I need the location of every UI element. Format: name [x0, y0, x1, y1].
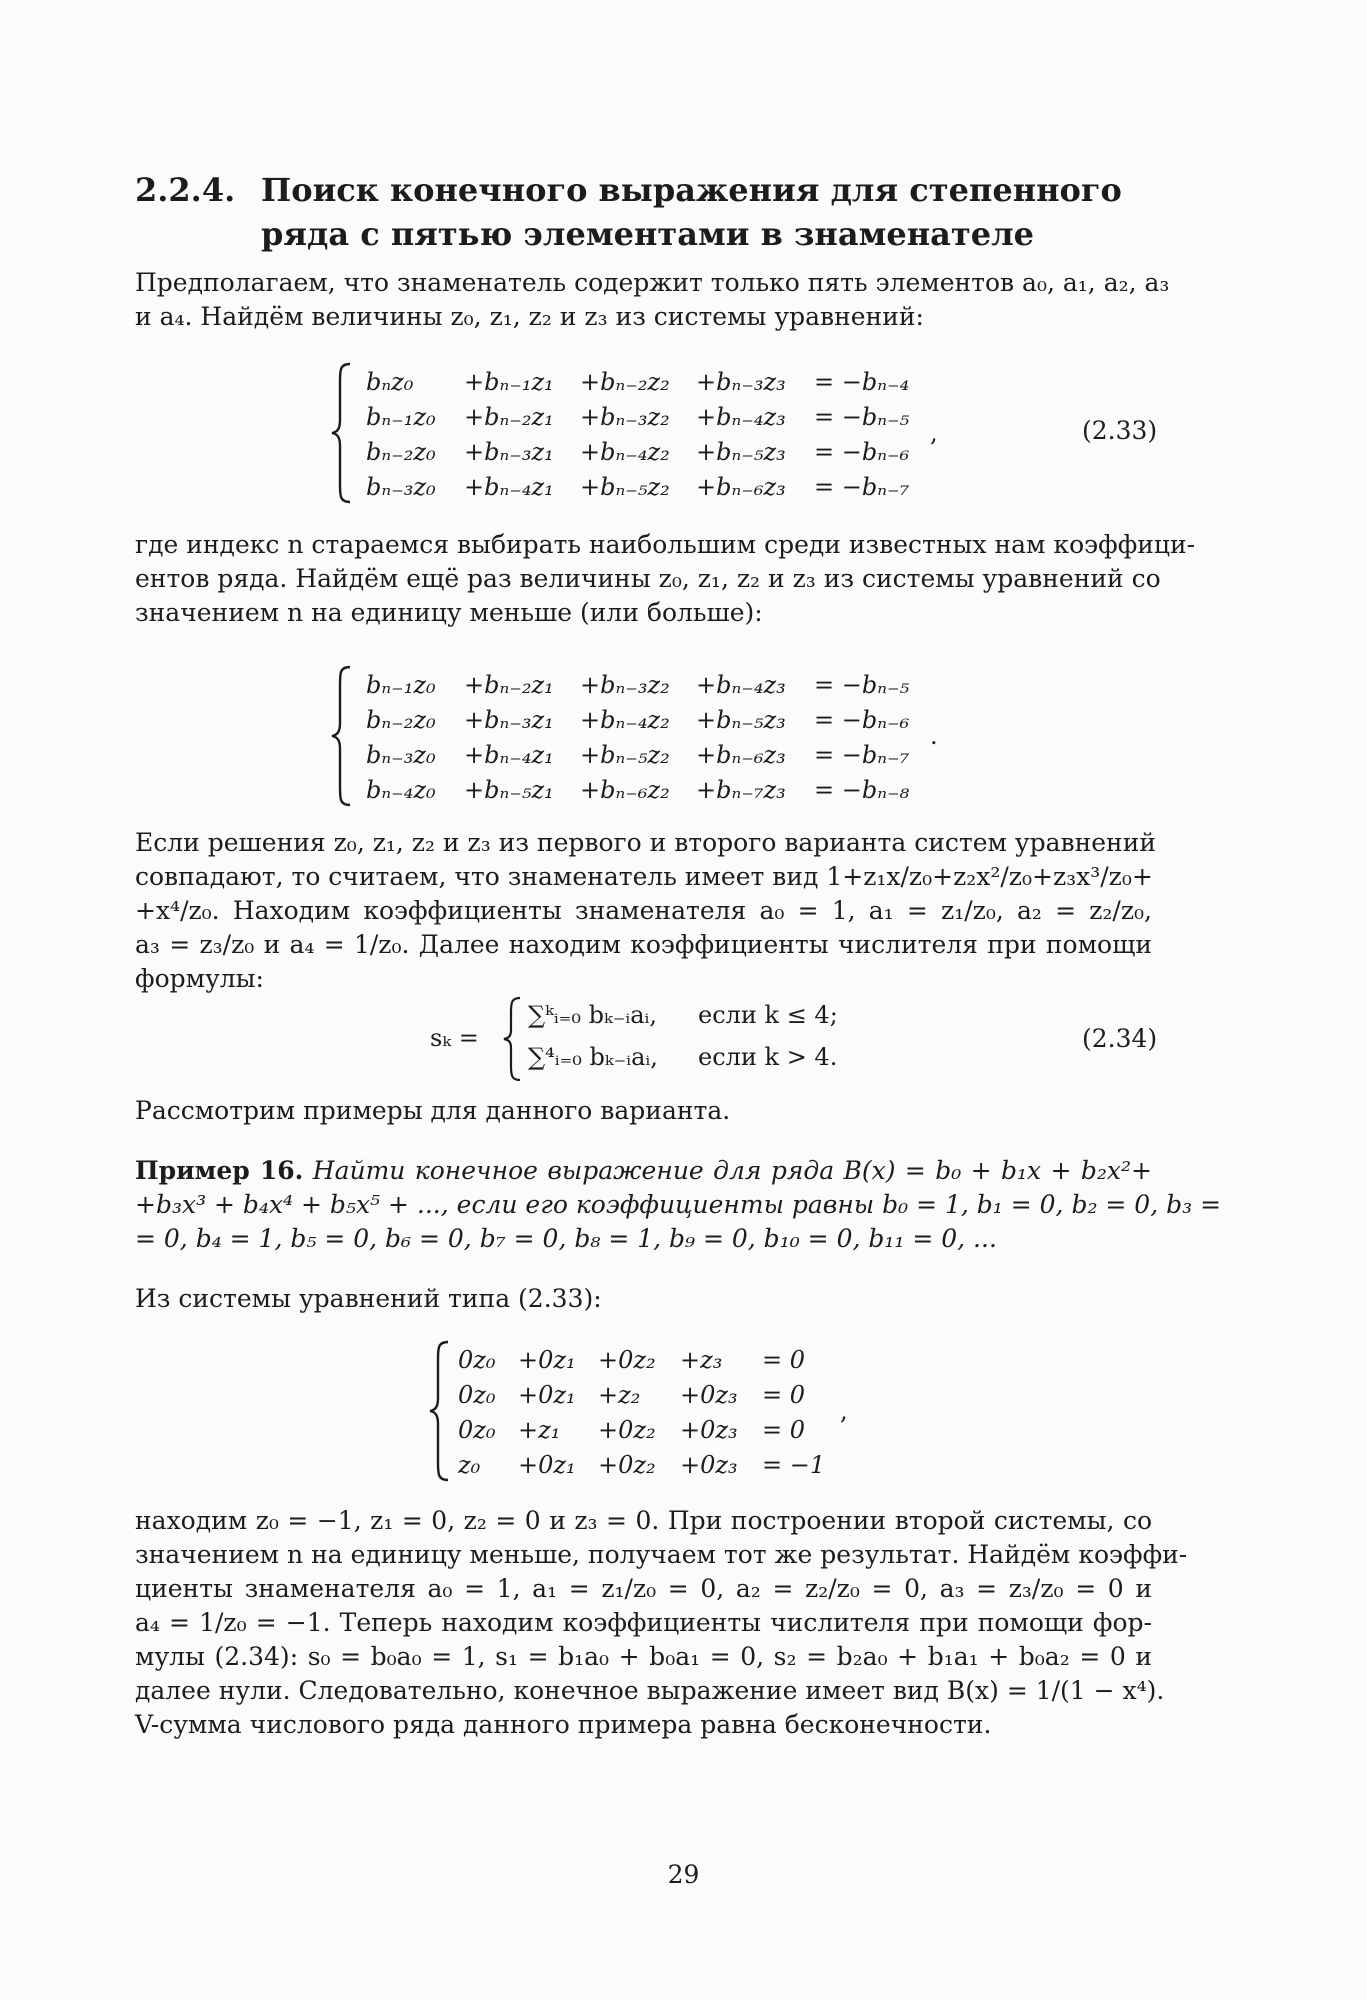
formula-2-34 [430, 995, 930, 1085]
paragraph-index-note [135, 528, 1196, 630]
equation-term: bₙ₋₂z₀ [366, 438, 436, 466]
equation-term: = −bₙ₋₇ [814, 473, 910, 501]
para-line: a₄ = 1/z₀ = −1. Теперь находим коэффициенты числителя при помощи фор- [135, 1608, 1152, 1637]
para-line: Рассмотрим примеры для данного варианта. [135, 1096, 731, 1125]
equation-trailing-punct: , [840, 1396, 848, 1425]
equation-term: +bₙ₋₆z₂ [580, 776, 670, 804]
section-number: 2.2.4. [135, 171, 236, 209]
para-line: находим z₀ = −1, z₁ = 0, z₂ = 0 и z₃ = 0. При построении второй системы, со [135, 1506, 1152, 1535]
equation-term: +0z₁ [518, 1346, 576, 1374]
case1-expression: ∑ᵏᵢ₌₀ bₖ₋ᵢaᵢ, [528, 1001, 658, 1029]
left-brace-icon [502, 996, 524, 1082]
case1-condition: если k ≤ 4; [698, 1001, 838, 1029]
para-line: a₃ = z₃/z₀ и a₄ = 1/z₀. Далее находим коэффициенты числителя при помощи [135, 930, 1152, 959]
equation-term: +bₙ₋₃z₂ [580, 403, 670, 431]
equation-term: +bₙ₋₃z₃ [696, 368, 786, 396]
para-line: совпадают, то считаем, что знаменатель имеет вид 1+z₁x/z₀+z₂x²/z₀+z₃x³/z₀+ [135, 862, 1153, 891]
equation-term: +z₂ [598, 1381, 641, 1409]
equation-term: +z₁ [518, 1416, 561, 1444]
equation-system-example [428, 1338, 888, 1483]
equation-term: +bₙ₋₂z₁ [464, 403, 554, 431]
equation-label-2-34: (2.34) [1082, 1024, 1158, 1053]
equation-term: +bₙ₋₅z₂ [580, 741, 670, 769]
equation-term: z₀ [458, 1451, 481, 1479]
equation-term: +bₙ₋₃z₁ [464, 438, 554, 466]
formula-lhs: sₖ = [430, 1024, 479, 1052]
equation-term: +z₃ [680, 1346, 723, 1374]
section-heading [135, 168, 1235, 256]
example-title: Пример 16. [135, 1156, 304, 1185]
equation-term: +0z₁ [518, 1451, 576, 1479]
equation-term: +bₙ₋₅z₃ [696, 438, 786, 466]
paragraph-example-solution [135, 1504, 1188, 1742]
equation-term: = 0 [762, 1381, 806, 1409]
section-title-line2: ряда с пятью элементами в знаменателе [261, 215, 1034, 253]
left-brace-icon [330, 665, 354, 807]
equation-term: +bₙ₋₇z₃ [696, 776, 786, 804]
equation-term: +0z₂ [598, 1346, 656, 1374]
equation-term: = −1 [762, 1451, 826, 1479]
equation-term: 0z₀ [458, 1381, 496, 1409]
equation-term: bₙz₀ [366, 368, 414, 396]
equation-term: +bₙ₋₂z₁ [464, 671, 554, 699]
equation-trailing-punct: . [930, 721, 938, 750]
para-line: далее нули. Следовательно, конечное выражение имеет вид B(x) = 1/(1 − x⁴). [135, 1676, 1165, 1705]
equation-term: = −bₙ₋₈ [814, 776, 910, 804]
example-line: +b₃x³ + b₄x⁴ + b₅x⁵ + ..., если его коэффициенты равны b₀ = 1, b₁ = 0, b₂ = 0, b₃ = [135, 1190, 1222, 1219]
equation-term: +0z₃ [680, 1381, 738, 1409]
equation-term: +0z₃ [680, 1416, 738, 1444]
equation-term: = −bₙ₋₇ [814, 741, 910, 769]
para-line: где индекс n стараемся выбирать наибольшим среди известных нам коэффици- [135, 530, 1196, 559]
equation-term: = −bₙ₋₄ [814, 368, 910, 396]
equation-term: +bₙ₋₅z₁ [464, 776, 554, 804]
equation-term: bₙ₋₁z₀ [366, 403, 436, 431]
equation-term: +bₙ₋₁z₁ [464, 368, 554, 396]
equation-trailing-punct: , [930, 418, 938, 447]
equation-term: bₙ₋₂z₀ [366, 706, 436, 734]
equation-term: = 0 [762, 1346, 806, 1374]
para-line: Если решения z₀, z₁, z₂ и z₃ из первого и второго варианта систем уравнений [135, 828, 1157, 857]
equation-term: +0z₂ [598, 1416, 656, 1444]
equation-term: +bₙ₋₂z₂ [580, 368, 670, 396]
equation-term: +0z₂ [598, 1451, 656, 1479]
case2-expression: ∑⁴ᵢ₌₀ bₖ₋ᵢaᵢ, [528, 1043, 658, 1071]
paragraph-solution-condition [135, 826, 1157, 996]
para-line: значением n на единицу меньше, получаем тот же результат. Найдём коэффи- [135, 1540, 1188, 1569]
page-number: 29 [667, 1860, 700, 1889]
example-line: = 0, b₄ = 1, b₅ = 0, b₆ = 0, b₇ = 0, b₈ = 1, b₉ = 0, b₁₀ = 0, b₁₁ = 0, ... [135, 1224, 997, 1253]
para-line: Из системы уравнений типа (2.33): [135, 1284, 602, 1313]
equation-term: = −bₙ₋₆ [814, 438, 910, 466]
equation-term: +bₙ₋₄z₂ [580, 438, 670, 466]
equation-term: bₙ₋₃z₀ [366, 741, 436, 769]
example-statement: Найти конечное выражение для ряда B(x) = b₀ + b₁x + b₂x²+ [312, 1156, 1152, 1185]
section-title-line1: Поиск конечного выражения для степенного [261, 171, 1122, 209]
equation-label-2-33: (2.33) [1082, 416, 1158, 445]
equation-term: +bₙ₋₅z₃ [696, 706, 786, 734]
para-line: мулы (2.34): s₀ = b₀a₀ = 1, s₁ = b₁a₀ + b₀a₁ = 0, s₂ = b₂a₀ + b₁a₁ + b₀a₂ = 0 и [135, 1642, 1152, 1671]
paragraph-intro [135, 266, 1170, 334]
equation-term: = −bₙ₋₅ [814, 403, 910, 431]
left-brace-icon [330, 362, 354, 504]
case2-condition: если k > 4. [698, 1043, 838, 1071]
paragraph-consider-examples [135, 1094, 1152, 1128]
equation-term: +bₙ₋₄z₃ [696, 671, 786, 699]
equation-term: +0z₁ [518, 1381, 576, 1409]
equation-system-2-33 [330, 360, 950, 505]
equation-term: bₙ₋₄z₀ [366, 776, 436, 804]
equation-term: bₙ₋₁z₀ [366, 671, 436, 699]
equation-term: = 0 [762, 1416, 806, 1444]
equation-term: +bₙ₋₄z₁ [464, 473, 554, 501]
para-line: формулы: [135, 964, 264, 993]
equation-term: +bₙ₋₆z₃ [696, 741, 786, 769]
equation-term: +bₙ₋₄z₃ [696, 403, 786, 431]
equation-term: +bₙ₋₅z₂ [580, 473, 670, 501]
para-line: ентов ряда. Найдём ещё раз величины z₀, z₁, z₂ и z₃ из системы уравнений со [135, 564, 1161, 593]
para-line: и a₄. Найдём величины z₀, z₁, z₂ и z₃ из системы уравнений: [135, 302, 924, 331]
para-line: циенты знаменателя a₀ = 1, a₁ = z₁/z₀ = 0, a₂ = z₂/z₀ = 0, a₃ = z₃/z₀ = 0 и [135, 1574, 1152, 1603]
equation-term: = −bₙ₋₆ [814, 706, 910, 734]
equation-system-second [330, 663, 950, 808]
equation-term: +bₙ₋₃z₁ [464, 706, 554, 734]
left-brace-icon [428, 1340, 452, 1482]
equation-term: +bₙ₋₄z₁ [464, 741, 554, 769]
equation-term: bₙ₋₃z₀ [366, 473, 436, 501]
equation-term: 0z₀ [458, 1346, 496, 1374]
equation-term: +bₙ₋₄z₂ [580, 706, 670, 734]
para-line: Предполагаем, что знаменатель содержит только пять элементов a₀, a₁, a₂, a₃ [135, 268, 1170, 297]
para-line: V-сумма числового ряда данного примера равна бесконечности. [135, 1710, 992, 1739]
paragraph-from-system [135, 1282, 1152, 1316]
equation-term: +bₙ₋₆z₃ [696, 473, 786, 501]
para-line: +x⁴/z₀. Находим коэффициенты знаменателя a₀ = 1, a₁ = z₁/z₀, a₂ = z₂/z₀, [135, 896, 1152, 925]
equation-term: +0z₃ [680, 1451, 738, 1479]
equation-term: +bₙ₋₃z₂ [580, 671, 670, 699]
example-line [135, 1154, 1152, 1188]
equation-term: 0z₀ [458, 1416, 496, 1444]
equation-term: = −bₙ₋₅ [814, 671, 910, 699]
example-16 [135, 1154, 1222, 1256]
para-line: значением n на единицу меньше (или больше): [135, 598, 763, 627]
